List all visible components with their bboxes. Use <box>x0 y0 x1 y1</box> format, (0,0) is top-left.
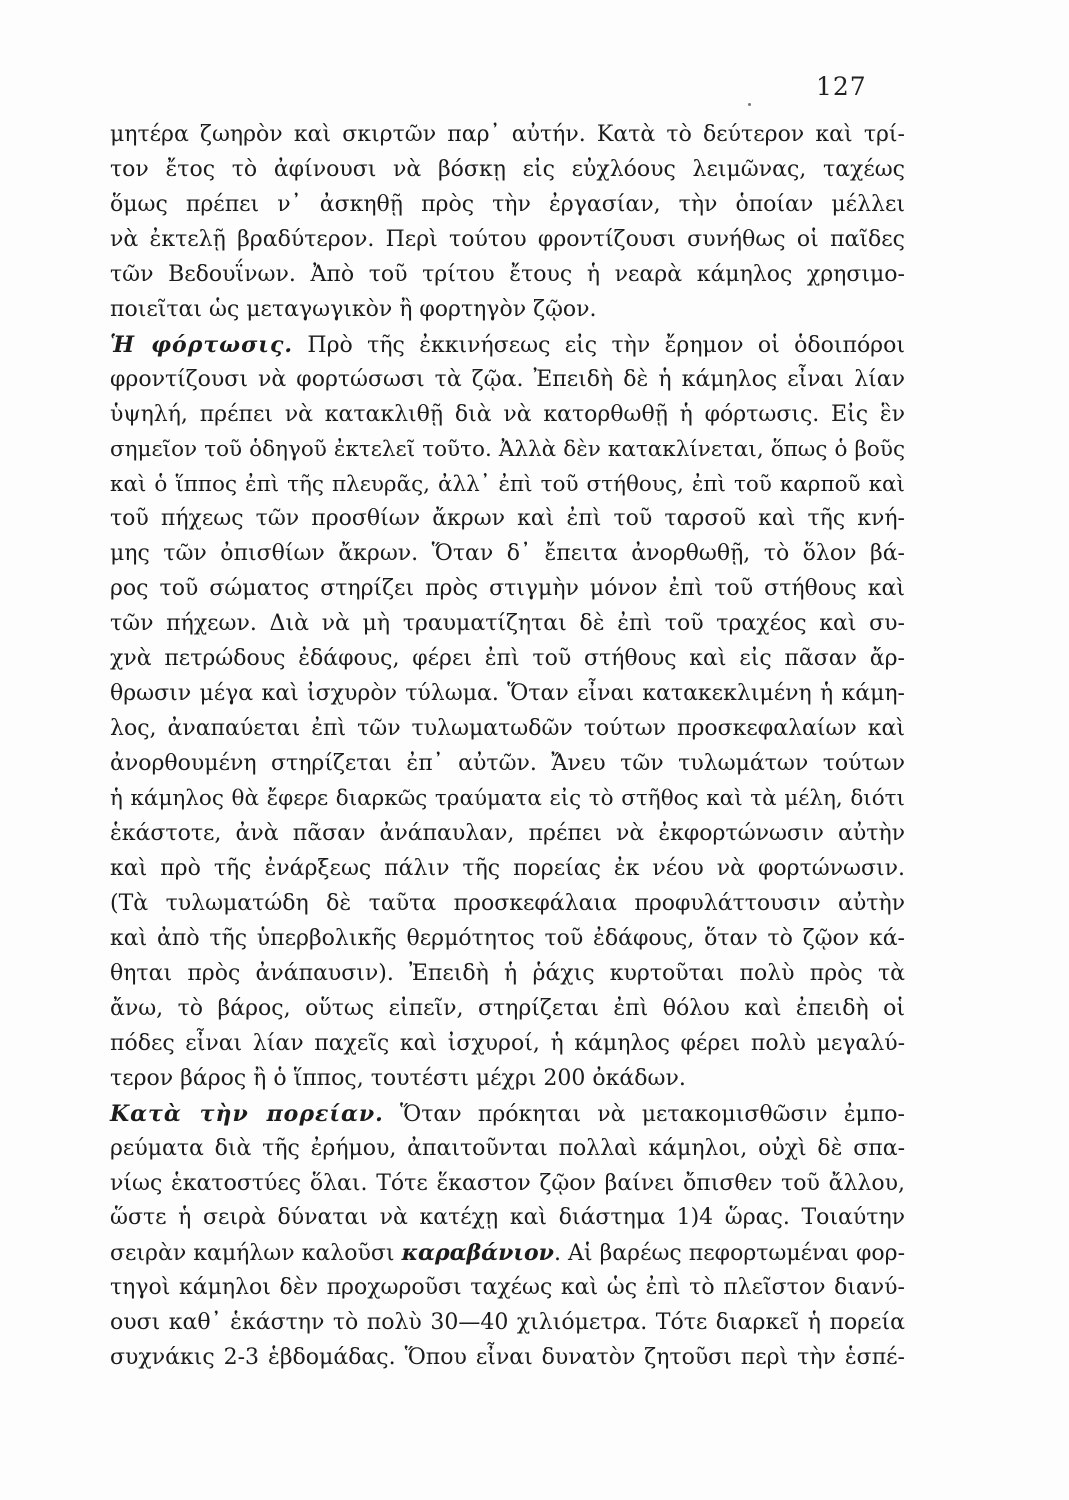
text-line <box>110 644 905 674</box>
line-text-rest: . Αἱ βαρέως πεφορτωμέναι φορ- <box>553 1241 905 1266</box>
line-text: θηται πρὸς ἀνάπαυσιν). Ἐπειδὴ ἡ ῥάχις κυρτοῦται πολὺ πρὸς τὰ <box>110 961 905 986</box>
text-line <box>110 1064 905 1094</box>
print-speck <box>748 103 751 106</box>
line-text: σειρὰν καμήλων καλοῦσι <box>110 1241 402 1266</box>
line-text: Πρὸ τῆς ἐκκινήσεως εἰς τὴν ἔρημον οἱ ὁδοιπόροι <box>293 333 905 358</box>
line-text: νίως ἑκατοστύες ὅλαι. Τότε ἕκαστον ζῷον βαίνει ὄπισθεν τοῦ ἄλλου, <box>110 1171 905 1196</box>
line-text: Ὅταν πρόκηται νὰ μετακομισθῶσιν ἐμπο- <box>383 1102 905 1127</box>
line-text: τῶν πήχεων. Διὰ νὰ μὴ τραυματίζηται δὲ ἐπὶ τοῦ τραχέος καὶ συ- <box>110 611 905 636</box>
text-line <box>110 924 905 954</box>
text-line <box>110 1238 905 1269</box>
text-line <box>110 1308 905 1338</box>
line-text: τοῦ πήχεως τῶν προσθίων ἄκρων καὶ ἐπὶ τοῦ ταρσοῦ καὶ τῆς κνή- <box>110 506 905 531</box>
line-text: σημεῖον τοῦ ὁδηγοῦ ἐκτελεῖ τοῦτο. Ἀλλὰ δὲν κατακλίνεται, ὅπως ὁ βοῦς <box>110 437 905 462</box>
text-line <box>110 1203 905 1233</box>
text-line <box>110 1029 905 1059</box>
text-line <box>110 1169 905 1199</box>
text-line <box>110 889 905 919</box>
line-text: ρεύματα διὰ τῆς ἐρήμου, ἀπαιτοῦνται πολλαὶ κάμηλοι, οὐχὶ δὲ σπα- <box>110 1136 905 1161</box>
text-line <box>110 504 905 534</box>
text-line <box>110 470 905 500</box>
line-text: ἀνορθουμένη στηρίζεται ἐπ᾽ αὐτῶν. Ἄνευ τῶν τυλωμάτων τούτων <box>110 751 905 776</box>
text-line <box>110 959 905 989</box>
line-text: φροντίζουσι νὰ φορτώσωσι τὰ ζῷα. Ἐπειδὴ δὲ ἡ κάμηλος εἶναι λίαν <box>110 367 905 392</box>
line-text: μητέρα ζωηρὸν καὶ σκιρτῶν παρ᾽ αὐτήν. Κατὰ τὸ δεύτερον καὶ τρί- <box>110 122 905 147</box>
text-line <box>110 365 905 395</box>
text-line <box>110 609 905 639</box>
section-heading: Ἡ φόρτωσις. <box>110 332 294 358</box>
text-line <box>110 190 905 220</box>
line-text: καὶ πρὸ τῆς ἐνάρξεως πάλιν τῆς πορείας ἐκ νέου νὰ φορτώνωσιν. <box>110 856 905 881</box>
line-text: μης τῶν ὀπισθίων ἄκρων. Ὅταν δ᾽ ἔπειτα ἀνορθωθῇ, τὸ ὅλον βά- <box>110 541 905 566</box>
line-text: καὶ ὁ ἵππος ἐπὶ τῆς πλευρᾶς, ἀλλ᾽ ἐπὶ τοῦ στήθους, ἐπὶ τοῦ καρποῦ καὶ <box>110 472 905 497</box>
line-text: (Τὰ τυλωματώδη δὲ ταῦτα προσκεφάλαια προφυλάττουσιν αὐτὴν <box>110 891 905 916</box>
line-text: θρωσιν μέγα καὶ ἰσχυρὸν τύλωμα. Ὅταν εἶναι κατακεκλιμένη ἡ κάμη- <box>110 681 905 706</box>
text-line <box>110 819 905 849</box>
text-line <box>110 539 905 569</box>
text-line <box>110 714 905 744</box>
section-heading: Κατὰ τὴν πορείαν. <box>110 1101 384 1127</box>
text-line <box>110 1273 905 1303</box>
line-text: ὥστε ἡ σειρὰ δύναται νὰ κατέχῃ καὶ διάστημα 1)4 ὥρας. Τοιαύτην <box>110 1205 905 1230</box>
line-text: πόδες εἶναι λίαν παχεῖς καὶ ἰσχυροί, ἡ κάμηλος φέρει πολὺ μεγαλύ- <box>110 1031 905 1056</box>
line-text: ρος τοῦ σώματος στηρίζει πρὸς στιγμὴν μόνον ἐπὶ τοῦ στήθους καὶ <box>110 576 905 601</box>
text-line <box>110 435 905 465</box>
line-text: τῶν Βεδουΐνων. Ἀπὸ τοῦ τρίτου ἔτους ἡ νεαρὰ κάμηλος χρησιμο- <box>110 262 905 287</box>
line-text: καὶ ἀπὸ τῆς ὑπερβολικῆς θερμότητος τοῦ ἐδάφους, ὅταν τὸ ζῷον κά- <box>110 926 905 951</box>
line-text: νὰ ἐκτελῇ βραδύτερον. Περὶ τούτου φροντίζουσι συνήθως οἱ παῖδες <box>110 227 905 252</box>
line-text: ἑκάστοτε, ἀνὰ πᾶσαν ἀνάπαυλαν, πρέπει νὰ ἐκφορτώνωσιν αὐτὴν <box>110 821 905 846</box>
text-line <box>110 679 905 709</box>
page-number: 127 <box>816 72 867 101</box>
text-line <box>110 155 905 185</box>
text-line <box>110 225 905 255</box>
line-text: τερον βάρος ἢ ὁ ἵππος, τουτέστι μέχρι 200 ὀκάδων. <box>110 1066 686 1091</box>
text-line <box>110 1343 905 1373</box>
line-text: συχνάκις 2-3 ἑβδομάδας. Ὅπου εἶναι δυνατὸν ζητοῦσι περὶ τὴν ἑσπέ- <box>110 1345 905 1370</box>
line-text: ὑψηλή, πρέπει νὰ κατακλιθῇ διὰ νὰ κατορθωθῇ ἡ φόρτωσις. Εἰς ἓν <box>110 402 905 427</box>
text-line <box>110 574 905 604</box>
line-text: ποιεῖται ὡς μεταγωγικὸν ἢ φορτηγὸν ζῷον. <box>110 297 597 322</box>
line-text: ουσι καθ᾽ ἑκάστην τὸ πολὺ 30—40 χιλιόμετρα. Τότε διαρκεῖ ἡ πορεία <box>110 1310 905 1335</box>
line-text: ἡ κάμηλος θὰ ἔφερε διαρκῶς τραύματα εἰς τὸ στῆθος καὶ τὰ μέλη, διότι <box>110 786 905 811</box>
text-line <box>110 330 905 361</box>
emphasized-term: καραβάνιον <box>401 1240 554 1266</box>
text-line <box>110 784 905 814</box>
text-line <box>110 120 905 150</box>
line-text: τον ἔτος τὸ ἀφίνουσι νὰ βόσκῃ εἰς εὐχλόους λειμῶνας, ταχέως <box>110 157 905 182</box>
text-line <box>110 400 905 430</box>
text-line <box>110 749 905 779</box>
text-line <box>110 1099 905 1130</box>
line-text: χνὰ πετρώδους ἐδάφους, φέρει ἐπὶ τοῦ στήθους καὶ εἰς πᾶσαν ἄρ- <box>110 646 905 671</box>
line-text: λος, ἀναπαύεται ἐπὶ τῶν τυλωματωδῶν τούτων προσκεφαλαίων καὶ <box>110 716 905 741</box>
text-line <box>110 260 905 290</box>
text-line <box>110 295 905 325</box>
text-line <box>110 994 905 1024</box>
text-line <box>110 1134 905 1164</box>
text-line <box>110 854 905 884</box>
line-text: ὅμως πρέπει ν᾽ ἀσκηθῇ πρὸς τὴν ἐργασίαν, τὴν ὁποίαν μέλλει <box>110 192 905 217</box>
line-text: τηγοὶ κάμηλοι δὲν προχωροῦσι ταχέως καὶ ὡς ἐπὶ τὸ πλεῖστον διανύ- <box>110 1275 905 1300</box>
line-text: ἄνω, τὸ βάρος, οὕτως εἰπεῖν, στηρίζεται ἐπὶ θόλου καὶ ἐπειδὴ οἱ <box>110 996 905 1021</box>
